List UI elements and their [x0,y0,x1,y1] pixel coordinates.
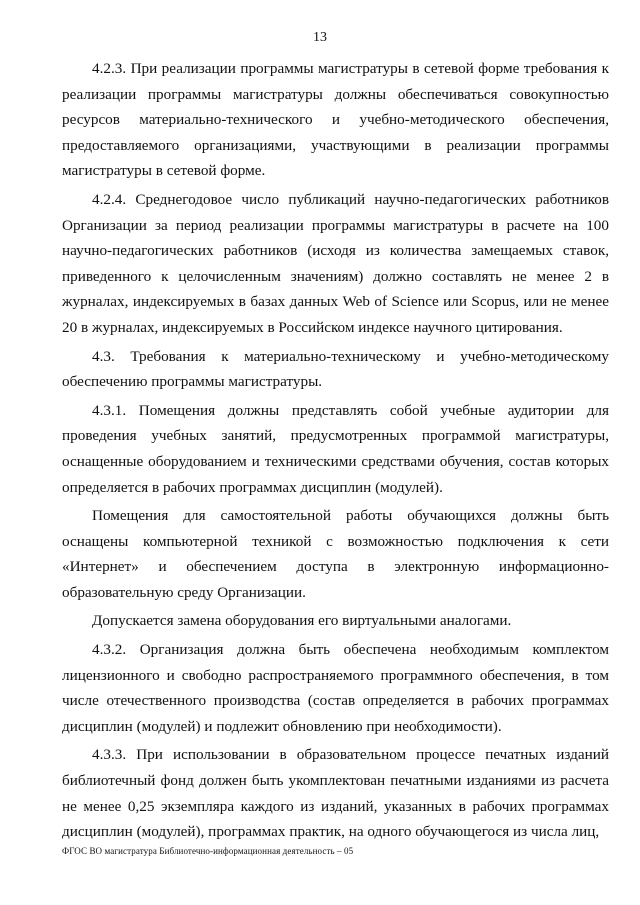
paragraph-4-3-1: 4.3.1. Помещения должны представлять собой учебные аудитории для проведения учебных занятий, предусмотренных программой магистратуры, оснащенные оборудованием и техническими средствами обучения, состав которых определяется в рабочих программах дисциплин (модулей). [62,401,609,496]
paragraph-virtual-analogs: Допускается замена оборудования его виртуальными аналогами. [92,612,512,630]
page-footer: ФГОС ВО магистратура Библиотечно-информационная деятельность – 05 [62,846,354,856]
paragraph-4-3: 4.3. Требования к материально-техническому и учебно-методическому обеспечению программы магистратуры. [62,347,609,391]
document-body [62,56,609,848]
page-number: 13 [313,30,327,45]
paragraph-4-2-3: 4.2.3. При реализации программы магистратуры в сетевой форме требования к реализации программы магистратуры должны обеспечиваться совокупностью ресурсов материально-технического и учебно-методического обеспечения, предоставляемого организациями, участвующими в реализации программы магистратуры в сетевой форме. [62,60,609,180]
paragraph-4-3-2: 4.3.2. Организация должна быть обеспечена необходимым комплектом лицензионного и свободно распространяемого программного обеспечения, в том числе отечественного производства (состав определяется в рабочих программах дисциплин (модулей) и подлежит обновлению при необходимости). [62,641,609,735]
paragraph-4-3-3: 4.3.3. При использовании в образовательном процессе печатных изданий библиотечный фонд должен быть укомплектован печатными изданиями из расчета не менее 0,25 экземпляра каждого из изданий, указанных в рабочих программах дисциплин (модулей), программах практик, на одного обучающегося из числа лиц, [62,746,609,841]
paragraph-self-study-rooms: Помещения для самостоятельной работы обучающихся должны быть оснащены компьютерной техникой с возможностью подключения к сети «Интернет» и обеспечением доступа в электронную информационно-образовательную среду Организации. [62,507,609,601]
paragraph-4-2-4: 4.2.4. Среднегодовое число публикаций научно-педагогических работников Организации за период реализации программы магистратуры в расчете на 100 научно-педагогических работников (исходя из количества замещаемых ставок, приведенного к целочисленным значениям) должно составлять не менее 2 в журналах, индексируемых в базах данных Web of Science или Scopus, или не менее 20 в журналах, индексируемых в Российском индексе научного цитирования. [62,190,609,336]
